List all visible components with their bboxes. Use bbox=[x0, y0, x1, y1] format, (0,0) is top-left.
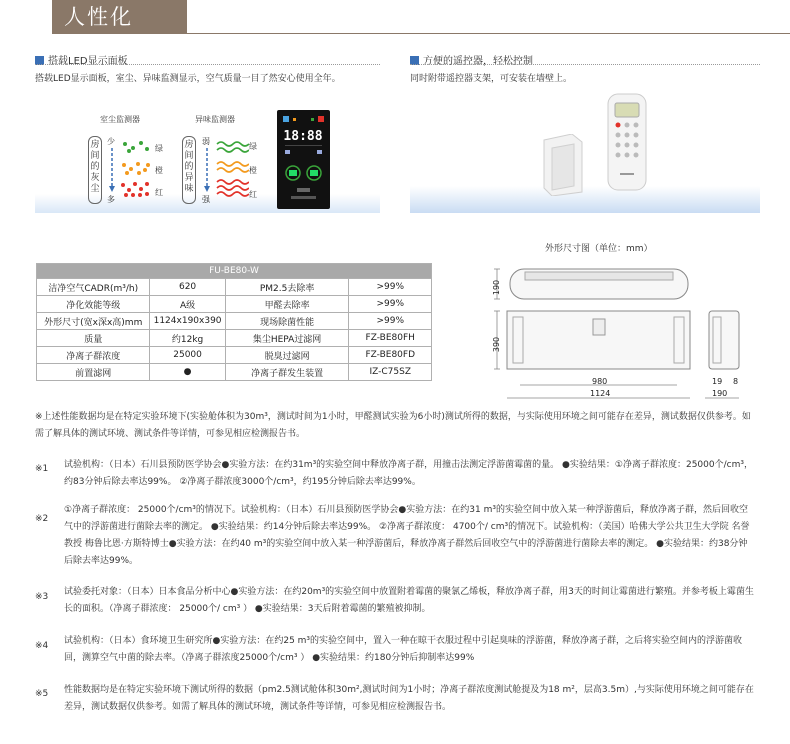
remote-holder-image bbox=[538, 134, 586, 196]
table-cell: 25000 bbox=[150, 347, 225, 364]
table-cell: 洁净空气CADR(m³/h) bbox=[37, 279, 150, 296]
table-cell: A级 bbox=[150, 296, 225, 313]
dust-high-label: 多 bbox=[107, 195, 115, 204]
model-name: FU-BE80-W bbox=[37, 264, 432, 279]
table-cell: 质量 bbox=[37, 330, 150, 347]
table-cell: ● bbox=[150, 364, 225, 381]
odor-high-label: 强 bbox=[202, 195, 210, 204]
left-description: 搭载LED显示面板，室尘、异味监测显示，空气质量一目了然安心使用全年。 bbox=[35, 74, 341, 84]
notes-intro: ※上述性能数据均是在特定实验环境下(实验舱体积为30m³，测试时间为1小时，甲醛测试实验为6小时)测试所得的数据，与实际使用环境之间可能存在差异，测试数据仅供参考。如需了解具体的测试环境、测试条件等详情，可参见相应检测报告书。 bbox=[35, 412, 751, 439]
note-marker: ※4 bbox=[35, 641, 49, 651]
remote-control-image bbox=[606, 93, 650, 193]
note-marker: ※3 bbox=[35, 592, 49, 602]
table-cell: >99% bbox=[349, 279, 432, 296]
table-cell: 脱臭过滤网 bbox=[225, 347, 349, 364]
table-cell: 净化效能等级 bbox=[37, 296, 150, 313]
table-row bbox=[37, 347, 432, 364]
dust-low-label: 少 bbox=[107, 137, 115, 146]
odor-level-green: 绿 bbox=[249, 142, 257, 151]
led-display-panel-image bbox=[277, 110, 330, 209]
left-heading-text: 搭载LED显示面板 bbox=[48, 56, 128, 67]
table-cell: 净离子群发生装置 bbox=[225, 364, 349, 381]
dust-monitor-title: 室尘监测器 bbox=[100, 115, 140, 124]
table-cell: PM2.5去除率 bbox=[225, 279, 349, 296]
table-cell: 外形尺寸(宽x深x高)mm bbox=[37, 313, 150, 330]
table-cell: 净离子群浓度 bbox=[37, 347, 150, 364]
dim-total-width: 1124 bbox=[590, 389, 611, 398]
table-cell: IZ-C75SZ bbox=[349, 364, 432, 381]
dim-side-a: 19 bbox=[712, 377, 723, 386]
table-cell: FZ-BE80FD bbox=[349, 347, 432, 364]
table-row bbox=[37, 330, 432, 347]
title-underline bbox=[187, 33, 790, 34]
display-graphic bbox=[277, 110, 330, 209]
dim-side-b: 8 bbox=[733, 377, 739, 386]
table-cell: 约12kg bbox=[150, 330, 225, 347]
table-cell: 甲醛去除率 bbox=[225, 296, 349, 313]
dim-side-depth: 190 bbox=[712, 389, 728, 398]
table-row bbox=[37, 364, 432, 381]
dust-dots-green bbox=[121, 140, 151, 154]
odor-arrow-icon bbox=[204, 148, 210, 192]
note-text: 性能数据均是在特定实验环境下测试所得的数据（pm2.5测试舱体积30m²,测试时间为1小时；净离子群浓度测试舱提及为18 m²，层高3.5m）,与实际使用环境之间可能存在差异，测试数据仅供参考。如需了解具体的测试环境，测试条件等详情，可参见相应检测报告书。 bbox=[64, 685, 754, 712]
dust-arrow-icon bbox=[109, 148, 115, 192]
odor-waves-icon bbox=[215, 138, 249, 200]
right-description: 同时附带遥控器支架，可安装在墙壁上。 bbox=[410, 74, 573, 84]
note-text: ①净离子群浓度： 25000个/cm³的情况下。试验机构：（日本）石川县预防医学协会●实验方法：在约31 m³的实验空间中放入某一种浮游菌后，释放净离子群，然后回收空气中的浮游菌进行菌除去率的测定。 ●实验结果：约14分钟后除去率达99%。 ②净离子群浓度： 4700个/ cm³的情况下。试验机构：（美国）哈佛大学公共卫生大学院 名誉教授 梅鲁比恩·方斯特博士●实验方法：在约40 m³的实验空间中放入某一种浮游菌后，释放净离子群然后回收空气中的浮游菌进行菌除去率的测定。 ●实验结果：约38分钟后除去率达99%。 bbox=[64, 505, 750, 566]
dimension-drawing-title: 外形尺寸图（单位：mm） bbox=[545, 244, 653, 254]
table-cell: FZ-BE80FH bbox=[349, 330, 432, 347]
table-cell: 1124x190x390 bbox=[150, 313, 225, 330]
dim-depth-top: 190 bbox=[492, 279, 502, 296]
left-divider bbox=[35, 64, 380, 65]
dim-height: 390 bbox=[492, 336, 502, 353]
spec-table-header bbox=[37, 264, 432, 279]
table-row bbox=[37, 296, 432, 313]
dust-level-green: 绿 bbox=[155, 144, 163, 153]
odor-low-label: 弱 bbox=[202, 137, 210, 146]
note-text: 试验机构：（日本）石川县预防医学协会●实验方法：在约31m³的实验空间中释放净离子群，用撞击法测定浮游菌霉菌的量。 ●实验结果：①净离子群浓度：25000个/cm³，约83分钟后除去率达99%。 ②净离子群浓度3000个/cm³，约195分钟后除去率达99%。 bbox=[64, 460, 753, 487]
dust-dots-orange bbox=[121, 162, 151, 176]
spec-table bbox=[36, 263, 432, 381]
table-cell: 620 bbox=[150, 279, 225, 296]
dust-dots-red bbox=[121, 182, 151, 198]
dim-inner-width: 980 bbox=[592, 377, 608, 386]
dust-level-orange: 橙 bbox=[155, 166, 163, 175]
note-text: 试验机构：（日本）食环境卫生研究所●实验方法：在约25 m³的实验空间中，置入一种在晾干衣服过程中引起臭味的浮游菌，释放净离子群，之后将实验空间内的浮游菌收回，测算空气中菌的除去率。（净离子群浓度25000个/cm³ ） ●实验结果：约180分钟后抑制率达99% bbox=[64, 636, 743, 663]
table-cell: 集尘HEPA过滤网 bbox=[225, 330, 349, 347]
table-row bbox=[37, 313, 432, 330]
dust-vertical-label: 房间的灰尘 bbox=[88, 136, 102, 204]
table-cell: 前置滤网 bbox=[37, 364, 150, 381]
table-cell: >99% bbox=[349, 313, 432, 330]
right-heading-text: 方便的遥控器，轻松控制 bbox=[423, 56, 533, 67]
note-marker: ※1 bbox=[35, 464, 49, 474]
odor-monitor-title: 异味监测器 bbox=[195, 115, 235, 124]
note-text: 试验委托对象：（日本）日本食品分析中心●实验方法：在约20m³的实验空间中放置附着霉菌的聚氯乙烯板，释放净离子群，用3天的时间让霉菌进行繁殖。并参考板上霉菌生长的面积。（净离子群浓度： 25000个/ cm³ ） ●实验结果：3天后附着霉菌的繁殖被抑制。 bbox=[64, 587, 754, 614]
odor-level-orange: 橙 bbox=[249, 166, 257, 175]
table-cell: 现场除菌性能 bbox=[225, 313, 349, 330]
note-marker: ※2 bbox=[35, 514, 49, 524]
note-marker: ※5 bbox=[35, 689, 49, 699]
table-row bbox=[37, 279, 432, 296]
dust-level-red: 红 bbox=[155, 188, 163, 197]
odor-level-red: 红 bbox=[249, 190, 257, 199]
table-cell: >99% bbox=[349, 296, 432, 313]
remote-illustration bbox=[410, 106, 760, 213]
odor-vertical-label: 房间的异味 bbox=[182, 136, 196, 204]
right-divider bbox=[410, 64, 760, 65]
page-title: 人性化 bbox=[52, 0, 187, 34]
svg-text:18:88: 18:88 bbox=[283, 129, 323, 144]
